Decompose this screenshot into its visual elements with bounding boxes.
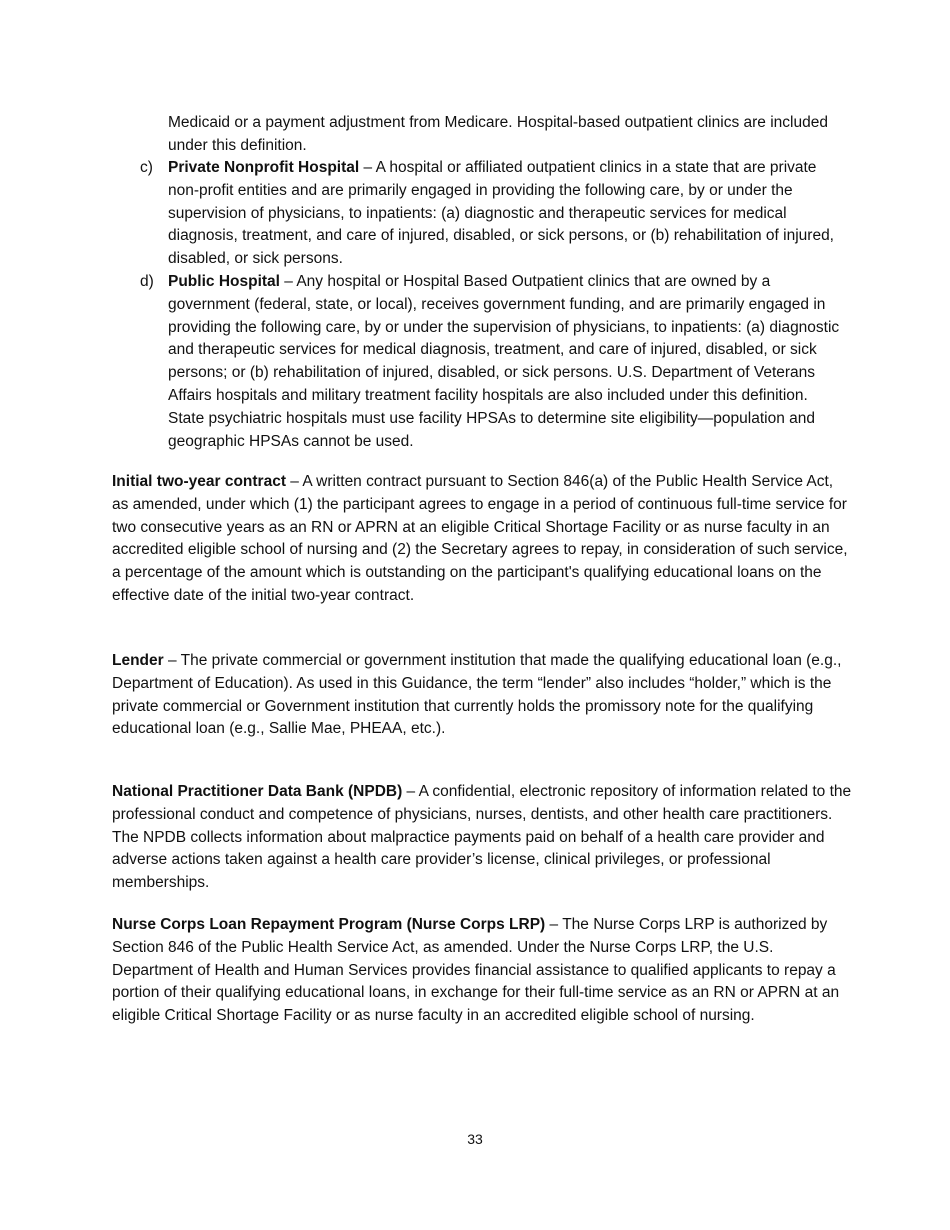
list-item-public-hospital [140, 271, 848, 453]
term-private-nonprofit-hospital: Private Nonprofit Hospital [168, 159, 360, 176]
definition-text-npdb: – A confidential, electronic repository of information related to the professional conduct and competence of physicians, nurses, dentists, and other health care practitioners. The NPDB collects information about malpractice payments paid on behalf of a health care provider and adverse actions taken against a health care provider’s license, clinical privileges, or professional memberships. [112, 783, 852, 892]
term-lender: Lender [112, 652, 164, 669]
page-number: 33 [467, 1131, 483, 1147]
continuation-text: Medicaid or a payment adjustment from Medicare. Hospital-based outpatient clinics are included under this definition. [168, 114, 828, 154]
term-public-hospital: Public Hospital [168, 273, 280, 290]
list-marker-d: d) [140, 273, 154, 290]
list-item-private-nonprofit-hospital [140, 157, 848, 271]
continuation-paragraph [168, 112, 848, 158]
term-nurse-corps-lrp: Nurse Corps Loan Repayment Program (Nurse Corps LRP) [112, 916, 546, 933]
list-item-body [168, 157, 848, 271]
definition-text-initial: – A written contract pursuant to Section 846(a) of the Public Health Service Act, as amended, under which (1) the participant agrees to engage in a period of continuous full-time service for two consecutive years as an RN or APRN at an eligible Critical Shortage Facility or as nurse faculty in an accredited eligible school of nursing and (2) the Secretary agrees to repay, in consideration of such service, a percentage of the amount which is outstanding on the participant's qualifying educational loans on the effective date of the initial two-year contract. [112, 473, 848, 604]
list-item-body [168, 271, 848, 453]
definition-public-hospital: – Any hospital or Hospital Based Outpatient clinics that are owned by a government (federal, state, or local), receives government funding, and are primarily engaged in providing the following care, by or under the supervision of physicians, to inpatients: (a) diagnostic and therapeutic services for medical diagnosis, treatment, and care of injured, disabled, or sick persons; or (b) rehabilitation of injured, disabled, or sick persons. U.S. Department of Veterans Affairs hospitals and military treatment facility hospitals are also included under this definition. State psychiatric hospitals must use facility HPSAs to determine site eligibility—population and geographic HPSAs cannot be used. [168, 273, 840, 450]
list-marker-c: c) [140, 159, 153, 176]
definition-nurse-corps-lrp [112, 914, 852, 1028]
definition-initial-two-year-contract [112, 471, 852, 608]
definition-text-lender: – The private commercial or government institution that made the qualifying educational loan (e.g., Department of Education). As used in this Guidance, the term “lender” also includes “holder,” which is the private commercial or Government institution that currently holds the promissory note for the qualifying educational loan (e.g., Sallie Mae, PHEAA, etc.). [112, 652, 842, 738]
definition-private-nonprofit-hospital: – A hospital or affiliated outpatient clinics in a state that are private non-profit entities and are primarily engaged in providing the following care, by or under the supervision of physicians, to inpatients: (a) diagnostic and therapeutic services for medical diagnosis, treatment, and care of injured, disabled, or sick persons, or (b) rehabilitation of injured, disabled, or sick persons. [168, 159, 834, 268]
definition-lender [112, 650, 852, 741]
term-initial-two-year-contract: Initial two-year contract [112, 473, 286, 490]
definition-text-nurse-corps-lrp: – The Nurse Corps LRP is authorized by Section 846 of the Public Health Service Act, as amended. Under the Nurse Corps LRP, the U.S. Department of Health and Human Services provides financial assistance to qualified applicants to repay a portion of their qualifying educational loans, in exchange for their full-time service as an RN or APRN at an eligible Critical Shortage Facility or as nurse faculty in an accredited eligible school of nursing. [112, 916, 840, 1025]
definition-npdb [112, 781, 852, 895]
term-npdb: National Practitioner Data Bank (NPDB) [112, 783, 403, 800]
